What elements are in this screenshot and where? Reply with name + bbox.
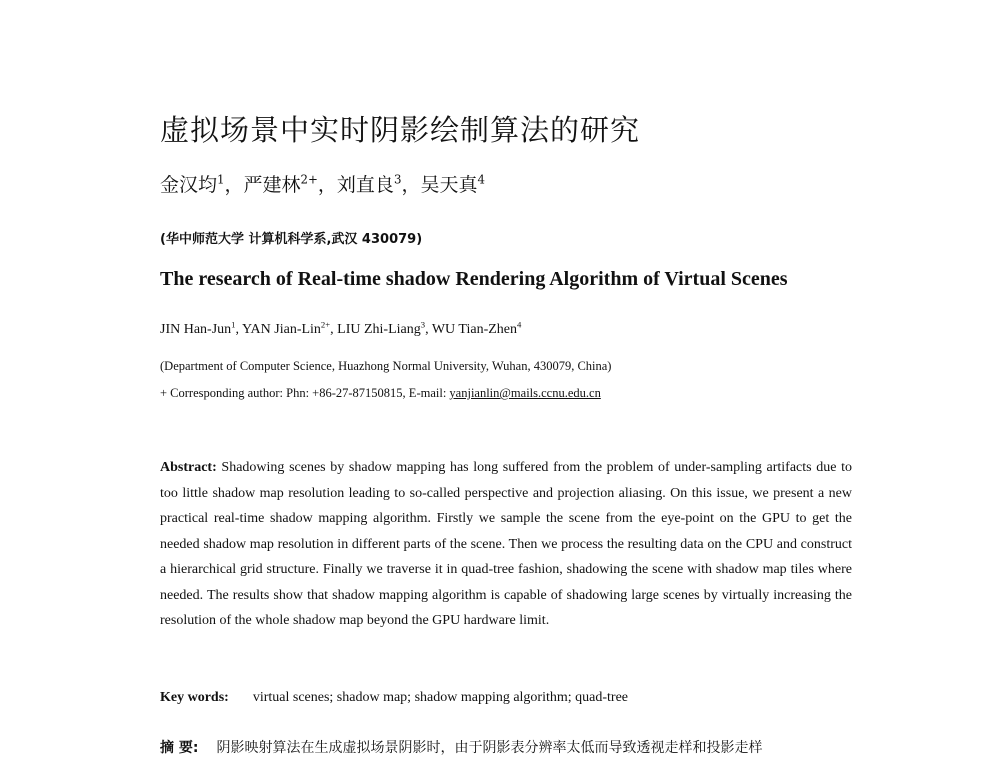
author-cn-2-sup: 2+ bbox=[300, 172, 318, 187]
chinese-abstract bbox=[160, 737, 762, 757]
chinese-title: 虚拟场景中实时阴影绘制算法的研究 bbox=[160, 113, 641, 147]
author-en-sep: , bbox=[235, 322, 242, 337]
author-cn-3-sup: 3 bbox=[393, 172, 402, 187]
author-cn-sep: ， bbox=[401, 174, 421, 196]
author-en-sep: , bbox=[330, 322, 338, 337]
abstract-label: Abstract: bbox=[160, 460, 217, 475]
author-cn-4-sup: 4 bbox=[477, 172, 485, 187]
english-affiliation: (Department of Computer Science, Huazhong Normal University, Wuhan, 430079, China) bbox=[160, 359, 612, 373]
author-cn-2: 严建林 bbox=[243, 174, 301, 196]
author-en-4-sup: 4 bbox=[517, 319, 522, 330]
author-en-1-sup: 1 bbox=[231, 319, 236, 330]
author-en-1: JIN Han-Jun bbox=[160, 322, 232, 337]
english-title: The research of Real-time shadow Rendering Algorithm of Virtual Scenes bbox=[160, 268, 788, 290]
author-en-3-sup: 3 bbox=[420, 319, 426, 330]
email-link[interactable]: yanjianlin@mails.ccnu.edu.cn bbox=[449, 386, 601, 400]
author-en-2: YAN Jian-Lin bbox=[241, 322, 321, 337]
author-cn-sep: ， bbox=[317, 174, 337, 196]
chinese-authors bbox=[160, 170, 485, 197]
author-en-3: LIU Zhi-Liang bbox=[337, 322, 421, 337]
author-en-4: WU Tian-Zhen bbox=[431, 322, 518, 337]
author-cn-1-sup: 1 bbox=[217, 172, 225, 187]
keywords-text: virtual scenes; shadow map; shadow mapping algorithm; quad-tree bbox=[252, 690, 629, 705]
author-cn-3: 刘直良 bbox=[336, 174, 394, 196]
corresponding-author bbox=[160, 386, 601, 401]
chinese-abstract-label: 摘 要: bbox=[160, 740, 199, 756]
chinese-abstract-text: 阴影映射算法在生成虚拟场景阴影时，由于阴影表分辨率太低而导致透视走样和投影走样 bbox=[216, 740, 763, 756]
chinese-affiliation: (华中师范大学 计算机科学系,武汉 430079) bbox=[160, 232, 423, 247]
author-en-sep: , bbox=[425, 322, 432, 337]
abstract-text: Shadowing scenes by shadow mapping has long suffered from the problem of under-sampling artifacts due to too little shadow map resolution leading to so-called perspective and projection aliasing. On this issue, we present a new practical real-time shadow mapping algorithm. Firstly we sample the scene from the eye-point on the GPU to get the needed shadow map resolution in different parts of the scene. Then we process the resulting data on the CPU and construct a hierarchical grid structure. Finally we traverse it in quad-tree fashion, shadowing the scene with shadow map tiles where needed. The results show that shadow mapping algorithm is capable of shadowing large scenes by virtually increasing the resolution of the whole shadow map beyond the GPU hardware limit. bbox=[160, 460, 853, 628]
author-cn-sep: ， bbox=[224, 174, 244, 196]
keywords bbox=[160, 690, 628, 706]
english-authors bbox=[160, 319, 522, 338]
author-cn-4: 吴天真 bbox=[420, 174, 478, 196]
author-en-2-sup: 2+ bbox=[320, 319, 331, 330]
author-cn-1: 金汉均 bbox=[160, 174, 218, 196]
corresponding-prefix: + Corresponding author: Phn: +86-27-87150815, E-mail: bbox=[160, 386, 450, 400]
keywords-label: Key words: bbox=[160, 690, 229, 705]
abstract bbox=[160, 455, 852, 634]
